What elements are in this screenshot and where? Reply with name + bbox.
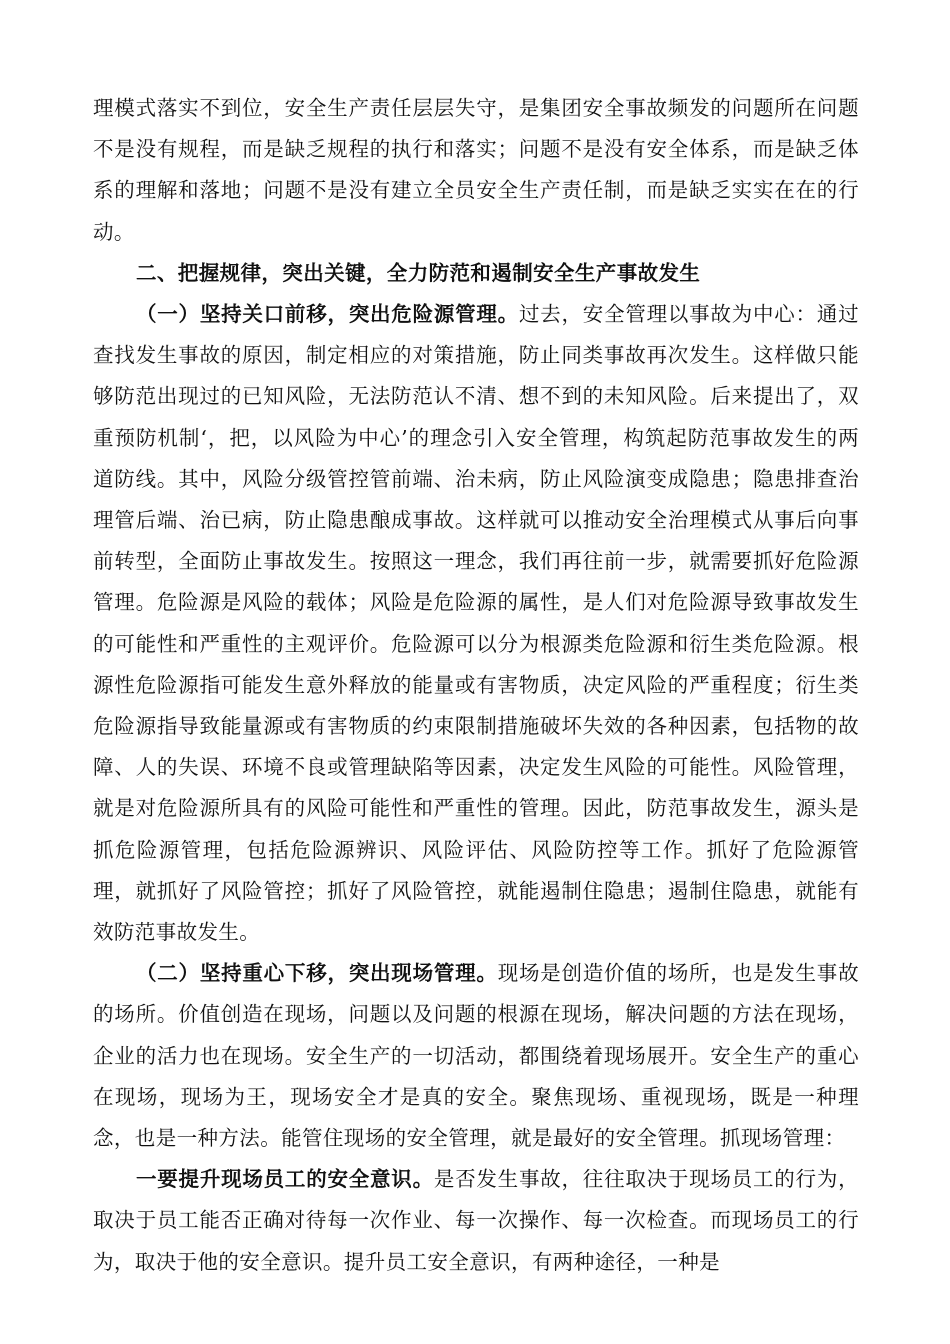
paragraph-3 (93, 953, 859, 1159)
document-page (93, 88, 859, 1283)
paragraph-4 (93, 1159, 859, 1283)
paragraph-3-lead: （二）坚持重心下移，突出现场管理。 (136, 961, 498, 986)
paragraph-3-body: 现场是创造价值的场所，也是发生事故的场所。价值创造在现场，问题以及问题的根源在现场，解决问题的方法在现场，企业的活力也在现场。安全生产的一切活动，都围绕着现场展开。安全生产的重心在现场，现场为王，现场安全才是真的安全。聚焦现场、重视现场，既是一种理念，也是一种方法。能管住现场的安全管理，就是最好的安全管理。抓现场管理： (93, 961, 859, 1151)
paragraph-2-lead: （一）坚持关口前移，突出危险源管理。 (136, 302, 519, 327)
paragraph-4-body: 是否发生事故，往往取决于现场员工的行为，取决于员工能否正确对待每一次作业、每一次操作、每一次检查。而现场员工的行为，取决于他的安全意识。提升员工安全意识，有两种途径，一种是 (93, 1167, 859, 1274)
paragraph-1: 理模式落实不到位，安全生产责任层层失守，是集团安全事故频发的问题所在问题不是没有规程，而是缺乏规程的执行和落实；问题不是没有安全体系，而是缺乏体系的理解和落地；问题不是没有建立全员安全生产责任制，而是缺乏实实在在的行动。 (93, 96, 859, 244)
paragraph-4-lead: 一要提升现场员工的安全意识。 (136, 1167, 434, 1192)
section-heading: 二、把握规律，突出关键，全力防范和遏制安全生产事故发生 (136, 260, 701, 285)
paragraph-2-body: 过去，安全管理以事故为中心：通过查找发生事故的原因，制定相应的对策措施，防止同类事故再次发生。这样做只能够防范出现过的已知风险，无法防范认不清、想不到的未知风险。后来提出了，双重预防机制‘，把，以风险为中心’的理念引入安全管理，构筑起防范事故发生的两道防线。其中，风险分级管控管前端、治未病，防止风险演变成隐患；隐患排查治理管后端、治已病，防止隐患酿成事故。这样就可以推动安全治理模式从事后向事前转型，全面防止事故发生。按照这一理念，我们再往前一步，就需要抓好危险源管理。危险源是风险的载体；风险是危险源的属性，是人们对危险源导致事故发生的可能性和严重性的主观评价。危险源可以分为根源类危险源和衍生类危险源。根源性危险源指可能发生意外释放的能量或有害物质，决定风险的严重程度；衍生类危险源指导致能量源或有害物质的约束限制措施破坏失效的各种因素，包括物的故障、人的失误、环境不良或管理缺陷等因素，决定发生风险的可能性。风险管理，就是对危险源所具有的风险可能性和严重性的管理。因此，防范事故发生，源头是抓危险源管理，包括危险源辨识、风险评估、风险防控等工作。抓好了危险源管理，就抓好了风险管控；抓好了风险管控，就能遏制住隐患；遏制住隐患，就能有效防范事故发生。 (93, 302, 859, 945)
paragraph-2 (93, 294, 859, 953)
